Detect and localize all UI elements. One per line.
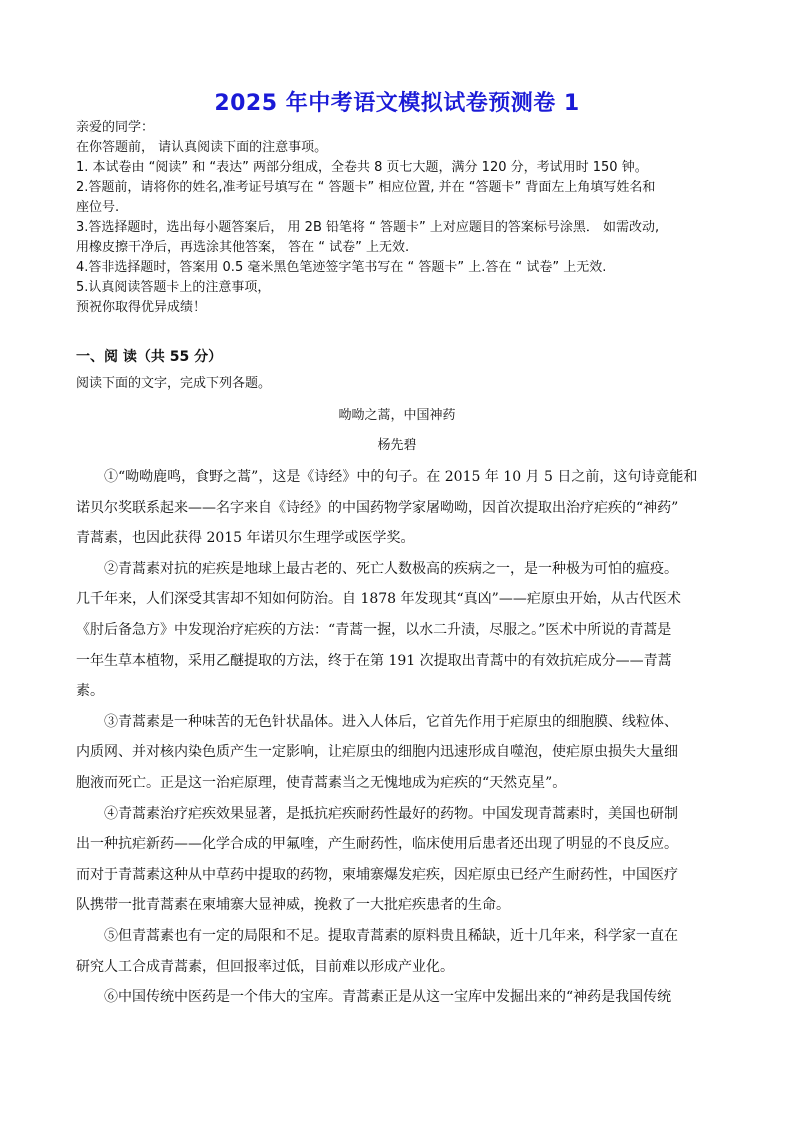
paragraph-line: ③青蒿素是一种味苦的无色针状晶体。进入人体后，它首先作用于疟原虫的细胞膜、线粒体、 [104, 713, 678, 730]
paragraph-line: ⑤但青蒿素也有一定的局限和不足。提取青蒿素的原料贵且稀缺，近十几年来，科学家一直在 [104, 927, 678, 944]
notice-greeting: 亲爱的同学： [76, 120, 155, 135]
notice-item-2a: 2.答题前，请将你的姓名,准考证号填写在 “ 答题卡” 相应位置, 并在 “答题卡” 背面左上角填写姓名和 [76, 180, 656, 195]
paragraph-line: 研究人工合成青蒿素，但回报率过低，目前难以形成产业化。 [76, 958, 454, 975]
paragraph-line: 而对于青蒿素这种从中草药中提取的药物，柬埔寨爆发疟疾，因疟原虫已经产生耐药性，中国医疗 [76, 866, 678, 883]
notice-wish: 预祝你取得优异成绩！ [76, 300, 207, 315]
article-paragraph [76, 462, 726, 554]
article-paragraph [76, 799, 726, 921]
notice-item-4: 4.答非选择题时，答案用 0.5 毫米黑色笔迹签字笔书写在 “ 答题卡” 上.答在 “ 试卷” 上无效. [76, 260, 607, 275]
notice-item-5: 5.认真阅读答题卡上的注意事项， [76, 280, 271, 295]
paragraph-line: 队携带一批青蒿素在柬埔寨大显神威，挽救了一大批疟疾患者的生命。 [76, 897, 510, 914]
paragraph-line: 素。 [76, 683, 104, 700]
paragraph-line: 几千年来，人们深受其害却不知如何防治。自 1878 年发现其“真凶”——疟原虫开始，从古代医术 [76, 591, 681, 608]
notice-item-2b: 座位号. [76, 200, 120, 215]
paragraph-line: 《肘后备急方》中发现治疗疟疾的方法：“青蒿一握，以水二升渍，尽服之。”医术中所说的青蒿是 [76, 621, 672, 638]
paragraph-line: 胞液而死亡。正是这一治疟原理，使青蒿素当之无愧地成为疟疾的“天然克星”。 [76, 774, 567, 791]
article-paragraph [76, 707, 726, 799]
article-author: 杨先碧 [377, 438, 417, 453]
paragraph-line: 诺贝尔奖联系起来——名字来自《诗经》的中国药物学家屠呦呦，因首次提取出治疗疟疾的“神药” [76, 499, 679, 516]
article-paragraph [76, 982, 726, 1013]
paragraph-line: 内质网、并对核内染色质产生一定影响，让疟原虫的细胞内迅速形成自噬泡，使疟原虫损失大量细 [76, 744, 678, 761]
article-paragraph [76, 921, 726, 982]
exam-title: 2025 年中考语文模拟试卷预测卷 1 [214, 91, 580, 116]
notice-item-3a: 3.答选择题时，选出每小题答案后， 用 2B 铅笔将 “ 答题卡” 上对应题目的答案标号涂黑． 如需改动, [76, 220, 660, 235]
article-paragraph [76, 554, 726, 707]
notice-block [76, 118, 736, 318]
article-title: 呦呦之蒿，中国神药 [338, 408, 456, 423]
paragraph-line: ④青蒿素治疗疟疾效果显著，是抵抗疟疾耐药性最好的药物。中国发现青蒿素时，美国也研制 [104, 805, 678, 822]
paragraph-line: ②青蒿素对抗的疟疾是地球上最古老的、死亡人数极高的疾病之一，是一种极为可怕的瘟疫。 [104, 560, 678, 577]
paragraph-line: ①“呦呦鹿鸣，食野之蒿”，这是《诗经》中的句子。在 2015 年 10 月 5 日之前，这句诗竟能和 [104, 469, 698, 485]
paragraph-line: ⑥中国传统中医药是一个伟大的宝库。青蒿素正是从这一宝库中发掘出来的“神药是我国传统 [104, 989, 672, 1006]
notice-intro: 在你答题前， 请认真阅读下面的注意事项。 [76, 140, 328, 155]
section-heading: 一、阅 读（共 55 分） [76, 349, 223, 365]
paragraph-line: 出一种抗疟新药——化学合成的甲氟喹，产生耐药性，临床使用后患者还出现了明显的不良反应。 [76, 836, 678, 853]
notice-item-3b: 用橡皮擦干净后，再选涂其他答案， 答在 “ 试卷” 上无效. [76, 240, 410, 255]
article-body [76, 462, 726, 1013]
section-instruction: 阅读下面的文字，完成下列各题。 [76, 376, 272, 391]
paragraph-line: 一年生草本植物，采用乙醚提取的方法，终于在第 191 次提取出青蒿中的有效抗疟成分——青蒿 [76, 652, 672, 669]
paragraph-line: 青蒿素，也因此获得 2015 年诺贝尔生理学或医学奖。 [76, 530, 415, 547]
notice-item-1: 1. 本试卷由 “阅读” 和 “表达” 两部分组成，全卷共 8 页七大题，满分 120 分，考试用时 150 钟。 [76, 160, 648, 175]
